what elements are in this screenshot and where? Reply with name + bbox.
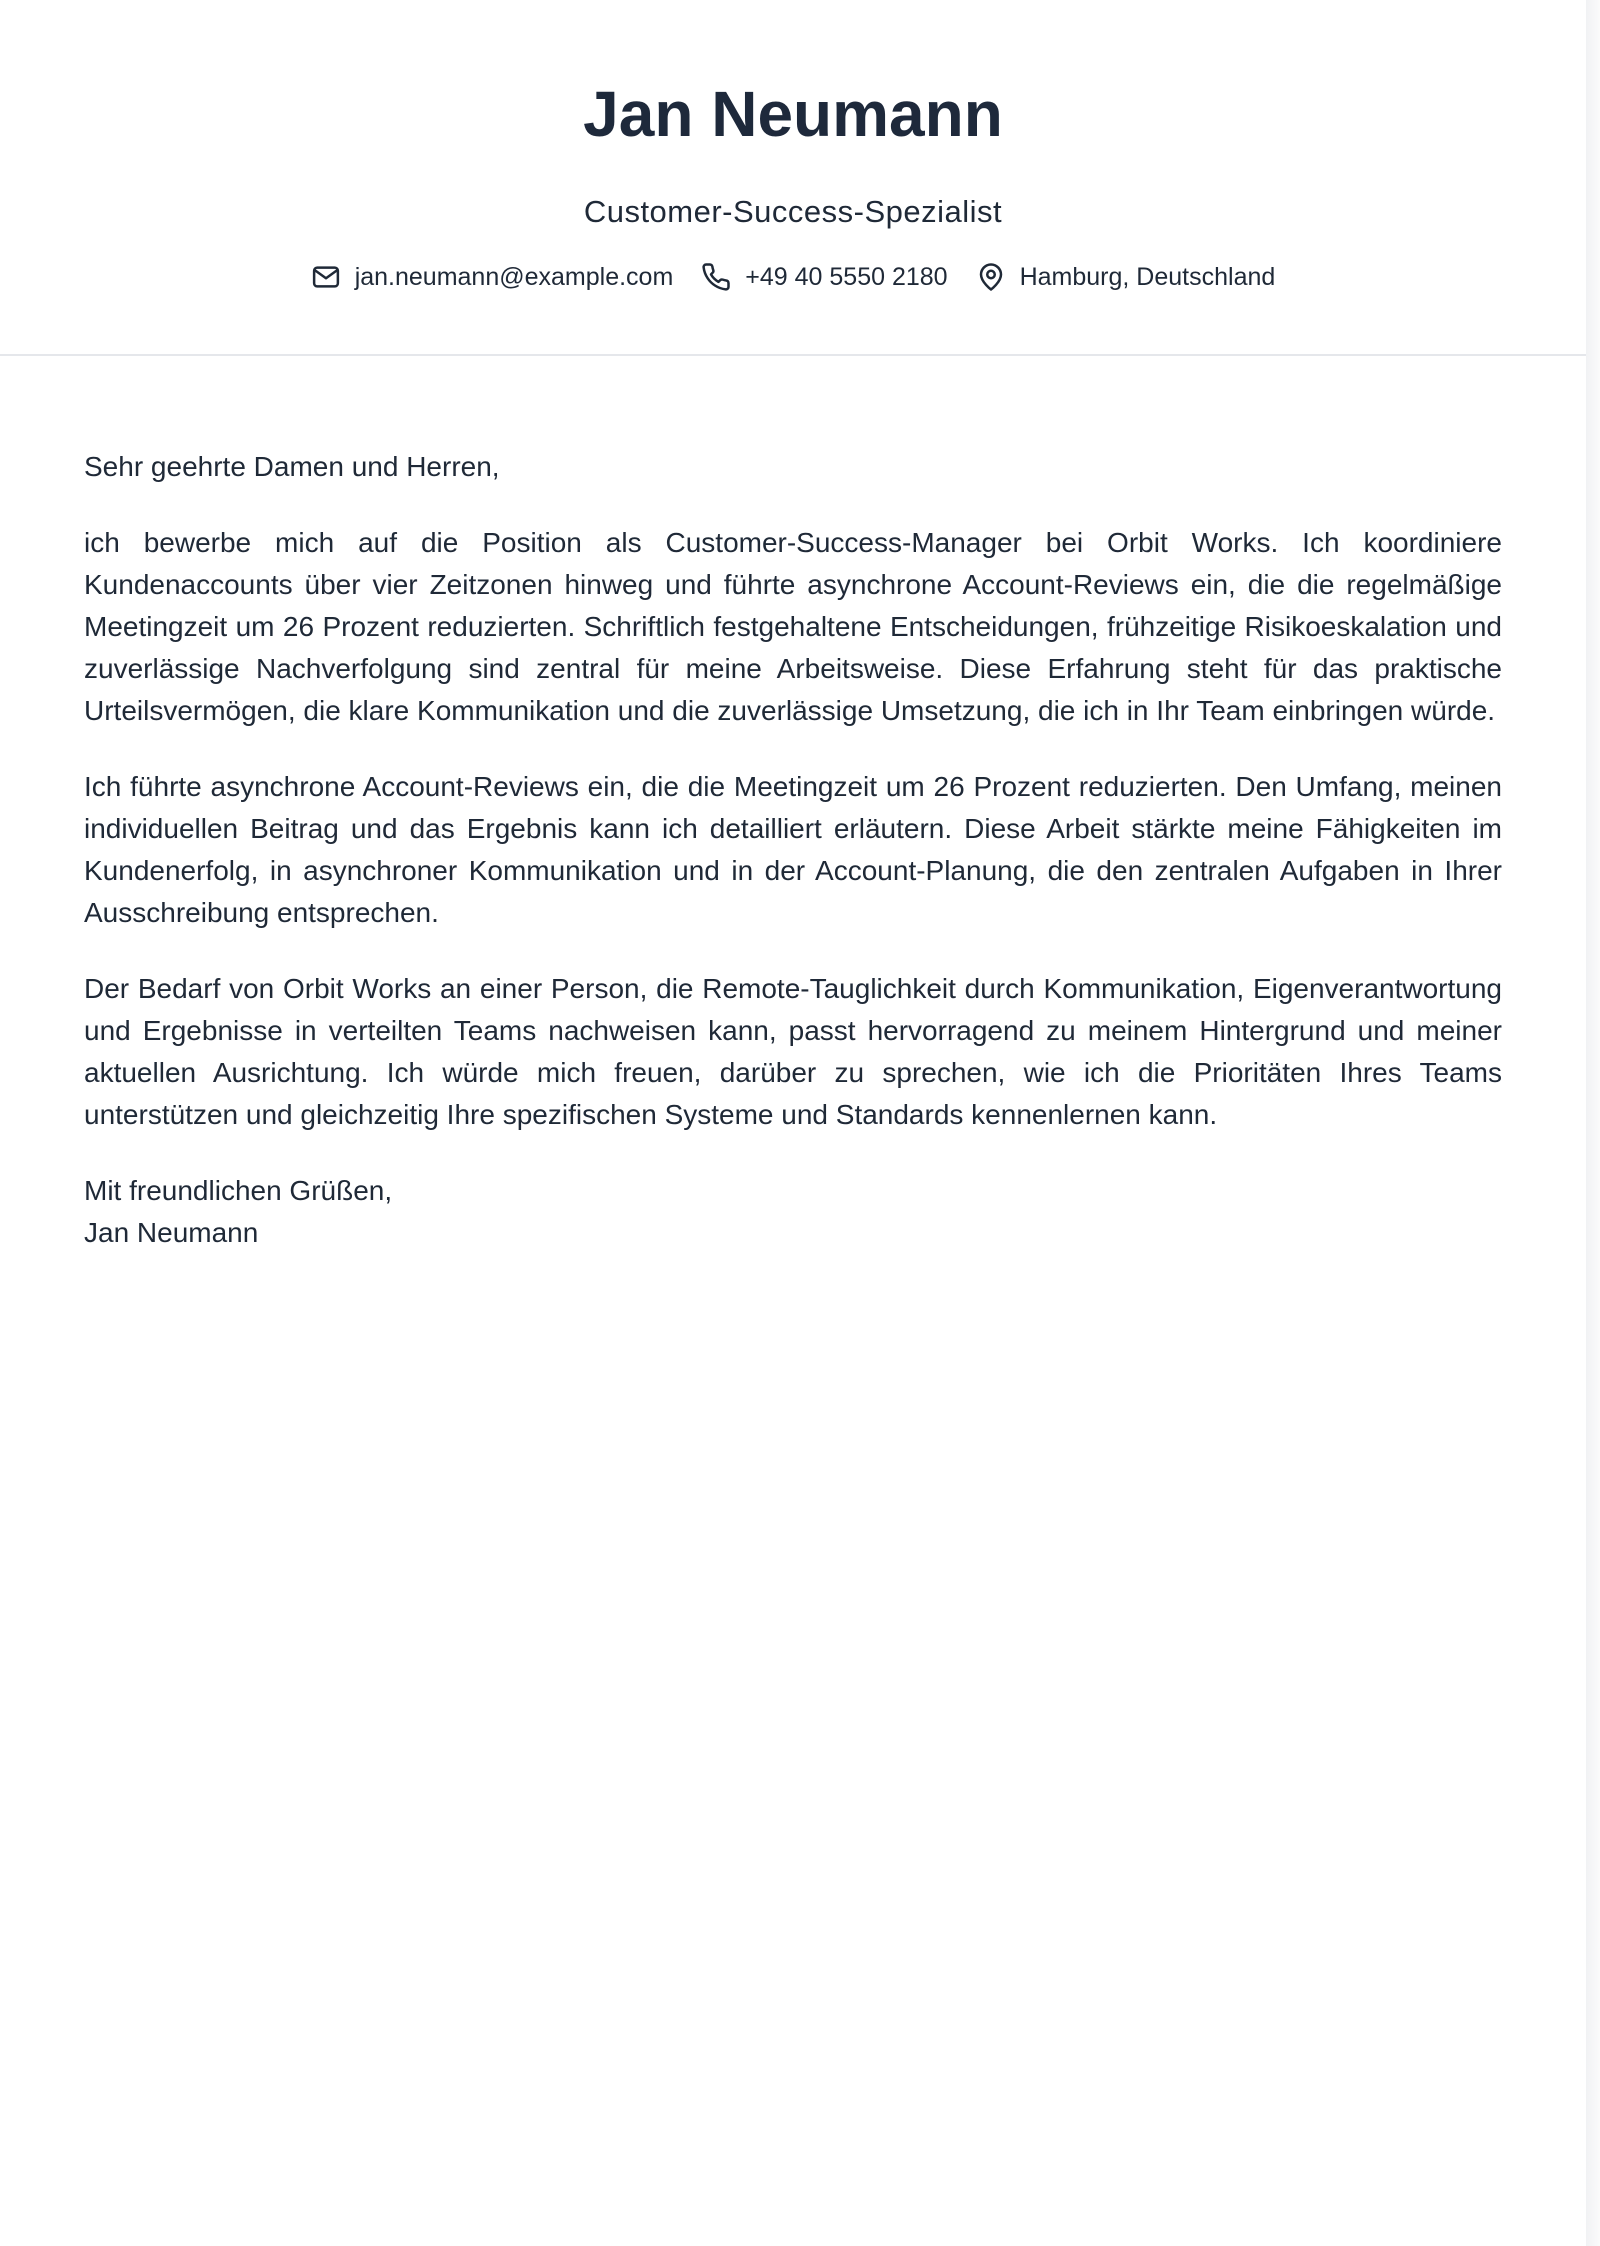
contact-location <box>976 260 1276 294</box>
phone-text: +49 40 5550 2180 <box>745 263 948 291</box>
location-text: Hamburg, Deutschland <box>1019 263 1276 291</box>
applicant-name: Jan Neumann <box>583 78 1003 150</box>
map-pin-icon <box>976 262 1006 292</box>
viewer-gutter <box>1586 0 1600 2246</box>
phone-icon <box>701 262 731 292</box>
closing-phrase: Mit freundlichen Grüßen, <box>84 1175 393 1206</box>
contact-email <box>311 260 674 294</box>
salutation: Sehr geehrte Damen und Herren, <box>84 451 500 482</box>
body-paragraph-1: ich bewerbe mich auf die Position als Customer-Success-Manager bei Orbit Works. Ich koordiniere Kundenaccounts über vier Zeitzonen hinweg und führte asynchrone Account-Reviews ein, die die regelmäßige Meetingzeit um 26 Prozent reduzierten. Schriftlich festgehaltene Entscheidungen, frühzeitige Risikoeskalation und zuverlässige Nachverfolgung sind zentral für meine Arbeitsweise. Diese Erfahrung steht für das praktische Urteilsvermögen, die klare Kommunikation und die zuverlässige Umsetzung, die ich in Ihr Team einbringen würde. <box>84 527 1502 726</box>
body-paragraph-2: Ich führte asynchrone Account-Reviews ein, die die Meetingzeit um 26 Prozent reduzierten. Den Umfang, meinen individuellen Beitrag und das Ergebnis kann ich detailliert erläutern. Diese Arbeit stärkte meine Fähigkeiten im Kundenerfolg, in asynchroner Kommunikation und in der Account-Planung, die den zentralen Aufgaben in Ihrer Ausschreibung entsprechen. <box>84 771 1502 928</box>
email-text: jan.neumann@example.com <box>354 263 674 291</box>
signature-name: Jan Neumann <box>84 1217 259 1248</box>
contact-info <box>0 260 1586 294</box>
applicant-job-title: Customer-Success-Spezialist <box>583 194 1003 229</box>
mail-icon <box>311 262 341 292</box>
closing-block <box>84 1170 1502 1254</box>
letter-header <box>0 0 1586 356</box>
contact-phone <box>701 260 947 294</box>
body-paragraph-3: Der Bedarf von Orbit Works an einer Person, die Remote-Tauglichkeit durch Kommunikation, Eigenverantwortung und Ergebnisse in verteilten Teams nachweisen kann, passt hervorragend zu meinem Hintergrund und meiner aktuellen Ausrichtung. Ich würde mich freuen, darüber zu sprechen, wie ich die Prioritäten Ihres Teams unterstützen und gleichzeitig Ihre spezifischen Systeme und Standards kennenlernen kann. <box>84 973 1502 1130</box>
letter-body <box>84 446 1502 1288</box>
